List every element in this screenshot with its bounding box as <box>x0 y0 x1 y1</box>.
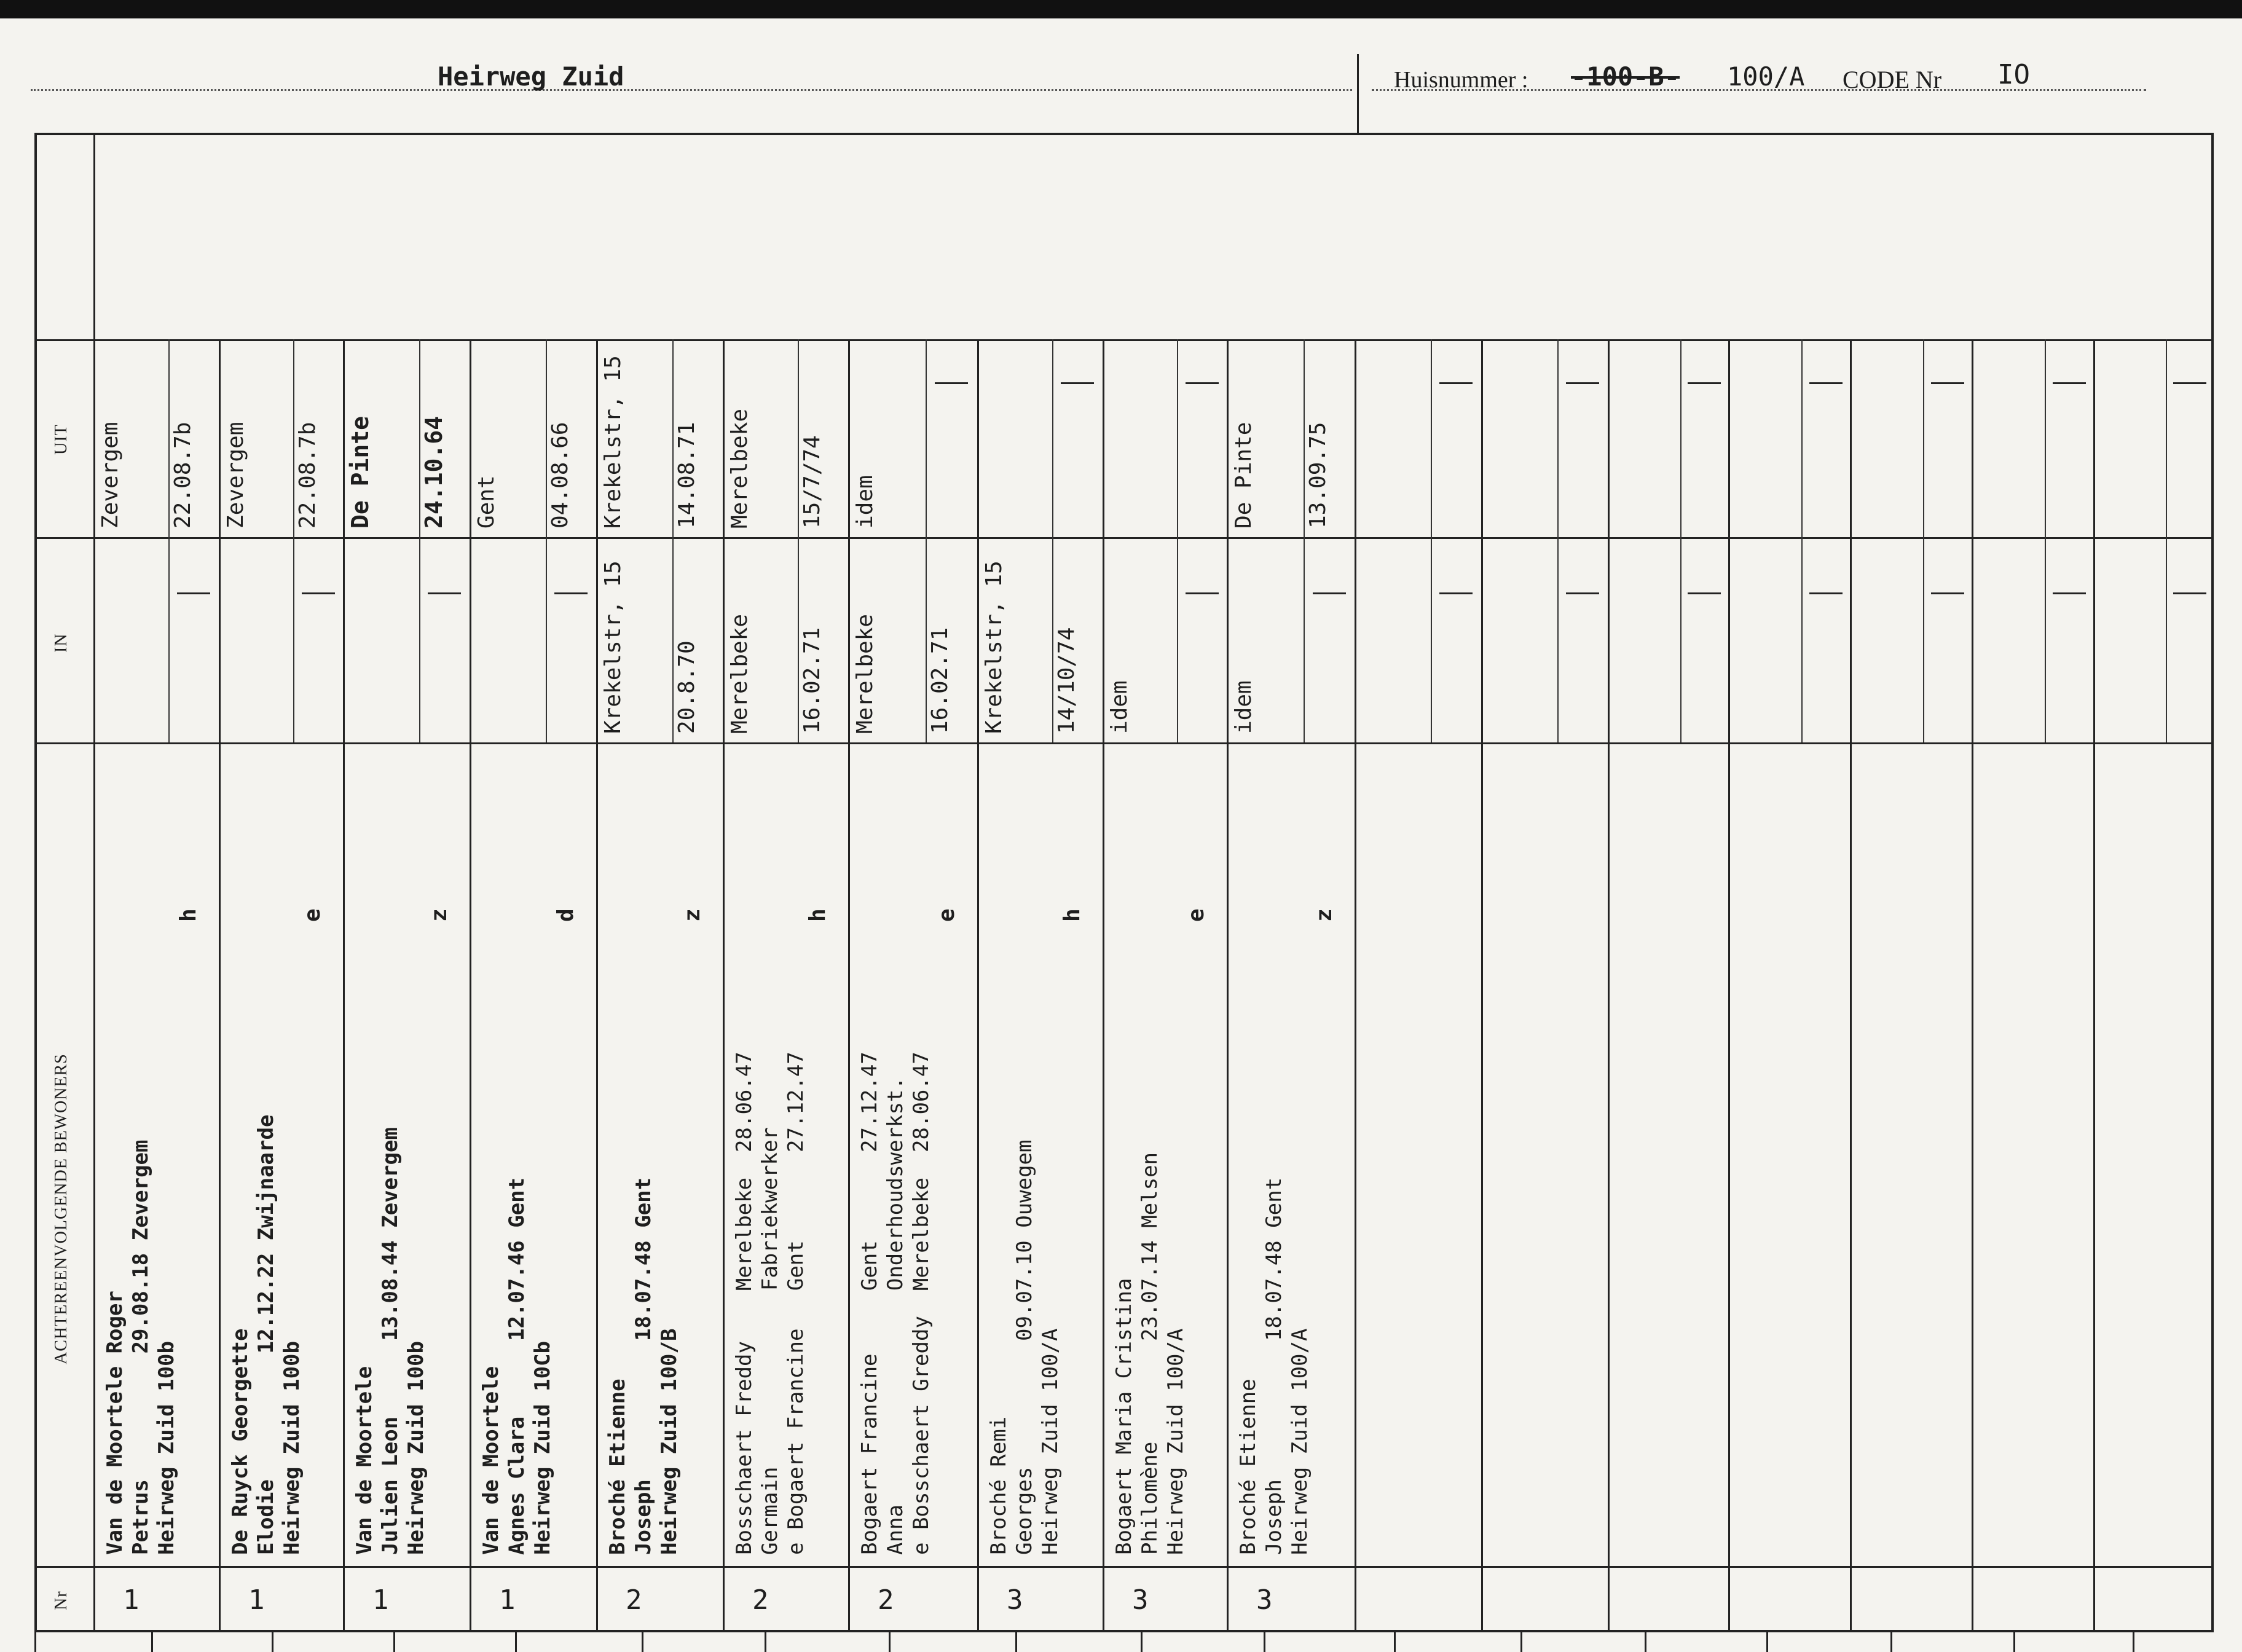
rule-cell-split <box>1304 339 1305 742</box>
huisnummer-label: Huisnummer : <box>1394 67 1528 93</box>
row-nr: 1 <box>123 1584 140 1616</box>
header-divider <box>1357 54 1359 134</box>
code-value: IO <box>1997 59 2030 90</box>
sex-marker: e <box>1184 908 1209 922</box>
rule-cell-split <box>1052 339 1053 742</box>
in-place: Merelbeke <box>852 613 878 734</box>
sex-marker: h <box>176 908 201 922</box>
row-nr: 3 <box>1132 1584 1149 1616</box>
resident-name: Bosschaert Freddy Merelbeke 28.06.47 Germain Fabriekwerker e Bogaert Francine Gent 27.12.47 <box>732 1052 808 1555</box>
row-nr: 3 <box>1007 1584 1023 1616</box>
huisnummer-old: -100-B- <box>1571 61 1680 92</box>
row-nr: 1 <box>372 1584 389 1616</box>
rule-column <box>470 339 471 1632</box>
footer-tick <box>1766 1632 1768 1652</box>
sex-marker: h <box>805 908 830 922</box>
row-nr: 2 <box>626 1584 642 1616</box>
row-nr: 2 <box>878 1584 894 1616</box>
rule-in-name <box>34 742 2214 744</box>
sex-marker: h <box>1060 908 1085 922</box>
footer-tick <box>1264 1632 1265 1652</box>
column-header-uit: UIT <box>52 424 71 455</box>
in-date: 16.02.71 <box>927 627 953 734</box>
rule-column <box>596 339 598 1632</box>
in-date: 14/10/74 <box>1054 627 1079 734</box>
sex-marker: e <box>934 908 959 922</box>
uit-date: 22.08.7b <box>295 422 320 529</box>
uit-date: 15/7/74 <box>800 435 825 529</box>
footer-tick <box>1394 1632 1396 1652</box>
rule-column <box>1355 339 1356 1632</box>
in-date: 16.02.71 <box>800 627 825 734</box>
footer-tick <box>1141 1632 1143 1652</box>
uit-place: Gent <box>474 475 499 529</box>
uit-place: De Pinte <box>347 415 374 529</box>
in-date-empty <box>302 592 335 594</box>
resident-name: Broché Remi Georges 09.07.10 Ouwegem Heirweg Zuid 100/A <box>986 1139 1063 1555</box>
row-nr: 2 <box>752 1584 769 1616</box>
uit-date-empty <box>935 382 968 384</box>
in-date-empty <box>2173 592 2206 594</box>
header-dotted-line <box>31 89 1352 91</box>
rule-top-band <box>34 339 2214 341</box>
rule-column <box>1227 339 1229 1632</box>
uit-date-empty <box>1809 382 1843 384</box>
uit-place: Krekelstr, 15 <box>600 355 626 529</box>
rule-column <box>848 339 850 1632</box>
column-header-bewoners: ACHTEREENVOLGENDE BEWONERS <box>52 1053 71 1364</box>
uit-place: Merelbeke <box>727 408 752 529</box>
rule-uit-in <box>34 537 2214 539</box>
huisnummer-new: 100/A <box>1727 61 1805 92</box>
rule-column <box>1850 339 1852 1632</box>
rule-column <box>1972 339 1973 1632</box>
uit-place: Zevergem <box>98 422 123 529</box>
resident-name: Van de Moortele Agnes Clara 12.07.46 Gent Heirweg Zuid 10Cb <box>479 1177 555 1555</box>
uit-date-empty <box>1688 382 1721 384</box>
footer-tick <box>889 1632 891 1652</box>
footer-tick <box>1015 1632 1017 1652</box>
rule-cell-split <box>798 339 799 742</box>
uit-date: 14.08.71 <box>674 422 699 529</box>
row-nr: 1 <box>499 1584 516 1616</box>
in-date-empty <box>1809 592 1843 594</box>
uit-date: 13.09.75 <box>1305 422 1331 529</box>
uit-date: 22.08.7b <box>170 422 195 529</box>
sex-marker: z <box>1312 908 1337 922</box>
in-date-empty <box>1439 592 1473 594</box>
footer-tick <box>393 1632 395 1652</box>
uit-place: De Pinte <box>1231 422 1256 529</box>
code-label: CODE Nr <box>1843 66 1942 93</box>
uit-date-empty <box>1931 382 1964 384</box>
resident-name: Van de Moortele Julien Leon 13.08.44 Zevergem Heirweg Zuid 100b <box>352 1127 428 1555</box>
in-date-empty <box>1688 592 1721 594</box>
in-date-empty <box>1186 592 1219 594</box>
resident-name: Bogaert Maria Cristina Philomène 23.07.14 Melsen Heirweg Zuid 100/A <box>1112 1152 1188 1555</box>
footer-tick <box>151 1632 153 1652</box>
in-date-empty <box>2053 592 2086 594</box>
footer-tick <box>1890 1632 1892 1652</box>
rule-cell-split <box>1431 339 1432 742</box>
street-name: Heirweg Zuid <box>438 61 624 92</box>
rule-column <box>219 339 221 1632</box>
in-date-empty <box>1931 592 1964 594</box>
row-nr: 3 <box>1256 1584 1273 1616</box>
in-place: idem <box>1107 680 1132 734</box>
uit-date-empty <box>1566 382 1599 384</box>
rule-cell-split <box>1923 339 1924 742</box>
rule-column <box>343 339 345 1632</box>
footer-tick <box>1520 1632 1522 1652</box>
uit-date-empty <box>1061 382 1094 384</box>
resident-name: Van de Moortele Roger Petrus 29.08.18 Zevergem Heirweg Zuid 100b <box>103 1139 179 1555</box>
rule-column <box>977 339 979 1632</box>
rule-cell-split <box>1177 339 1178 742</box>
footer-tick <box>765 1632 766 1652</box>
rule-column <box>1728 339 1730 1632</box>
in-place: Krekelstr, 15 <box>981 560 1007 734</box>
uit-date: 24.10.64 <box>420 415 447 529</box>
resident-name: De Ruyck Georgette Elodie 12.12.22 Zwijnaarde Heirweg Zuid 100b <box>228 1114 304 1555</box>
rule-column <box>1608 339 1610 1632</box>
rule-cell-split <box>2045 339 2046 742</box>
rule-cell-split <box>926 339 927 742</box>
uit-date-empty <box>2053 382 2086 384</box>
rule-column <box>1481 339 1483 1632</box>
rule-name-nr <box>34 1566 2214 1568</box>
footer-tick <box>272 1632 273 1652</box>
rule-column <box>2093 339 2095 1632</box>
in-place: idem <box>1231 680 1256 734</box>
column-header-in: IN <box>52 633 71 653</box>
rule-cell-split <box>546 339 547 742</box>
in-date-empty <box>554 592 588 594</box>
sex-marker: e <box>300 908 325 922</box>
resident-name: Broché Etienne Joseph 18.07.48 Gent Heirweg Zuid 100/A <box>1236 1177 1312 1555</box>
uit-place: Zevergem <box>223 422 248 529</box>
rule-cell-split <box>293 339 294 742</box>
rule-cell-split <box>672 339 674 742</box>
resident-name: Broché Etienne Joseph 18.07.48 Gent Heirweg Zuid 100/B <box>605 1177 682 1555</box>
footer-tick <box>2013 1632 2015 1652</box>
in-place: Krekelstr, 15 <box>600 560 626 734</box>
in-place: Merelbeke <box>727 613 752 734</box>
uit-date-empty <box>2173 382 2206 384</box>
footer-tick <box>515 1632 517 1652</box>
rule-cell-split <box>1557 339 1559 742</box>
rule-cell-split <box>1680 339 1682 742</box>
footer-tick <box>2133 1632 2134 1652</box>
sex-marker: z <box>680 908 705 922</box>
row-nr: 1 <box>248 1584 265 1616</box>
rule-cell-split <box>1801 339 1803 742</box>
rule-cell-split <box>168 339 170 742</box>
rule-column <box>723 339 725 1632</box>
sex-marker: z <box>427 908 452 922</box>
in-date-empty <box>177 592 210 594</box>
rule-column <box>1103 339 1104 1632</box>
scan-top-border <box>0 0 2242 18</box>
in-date-empty <box>1313 592 1346 594</box>
rule-cell-split <box>419 339 420 742</box>
footer-tick <box>642 1632 643 1652</box>
column-header-nr: Nr <box>52 1591 71 1610</box>
rule-cell-split <box>2166 339 2167 742</box>
resident-name: Bogaert Francine Gent 27.12.47 Anna Onderhoudswerkst. e Bosschaert Greddy Merelbeke 28.06.47 <box>857 1052 934 1555</box>
in-date-empty <box>1566 592 1599 594</box>
rule-label-column <box>93 133 95 1632</box>
footer-tick <box>1645 1632 1646 1652</box>
uit-date-empty <box>1439 382 1473 384</box>
sex-marker: d <box>553 908 578 922</box>
footer-tick <box>34 1632 36 1652</box>
uit-date-empty <box>1186 382 1219 384</box>
uit-date: 04.08.66 <box>548 422 573 529</box>
in-date: 20.8.70 <box>674 640 699 734</box>
uit-place: idem <box>852 475 878 529</box>
in-date-empty <box>428 592 461 594</box>
